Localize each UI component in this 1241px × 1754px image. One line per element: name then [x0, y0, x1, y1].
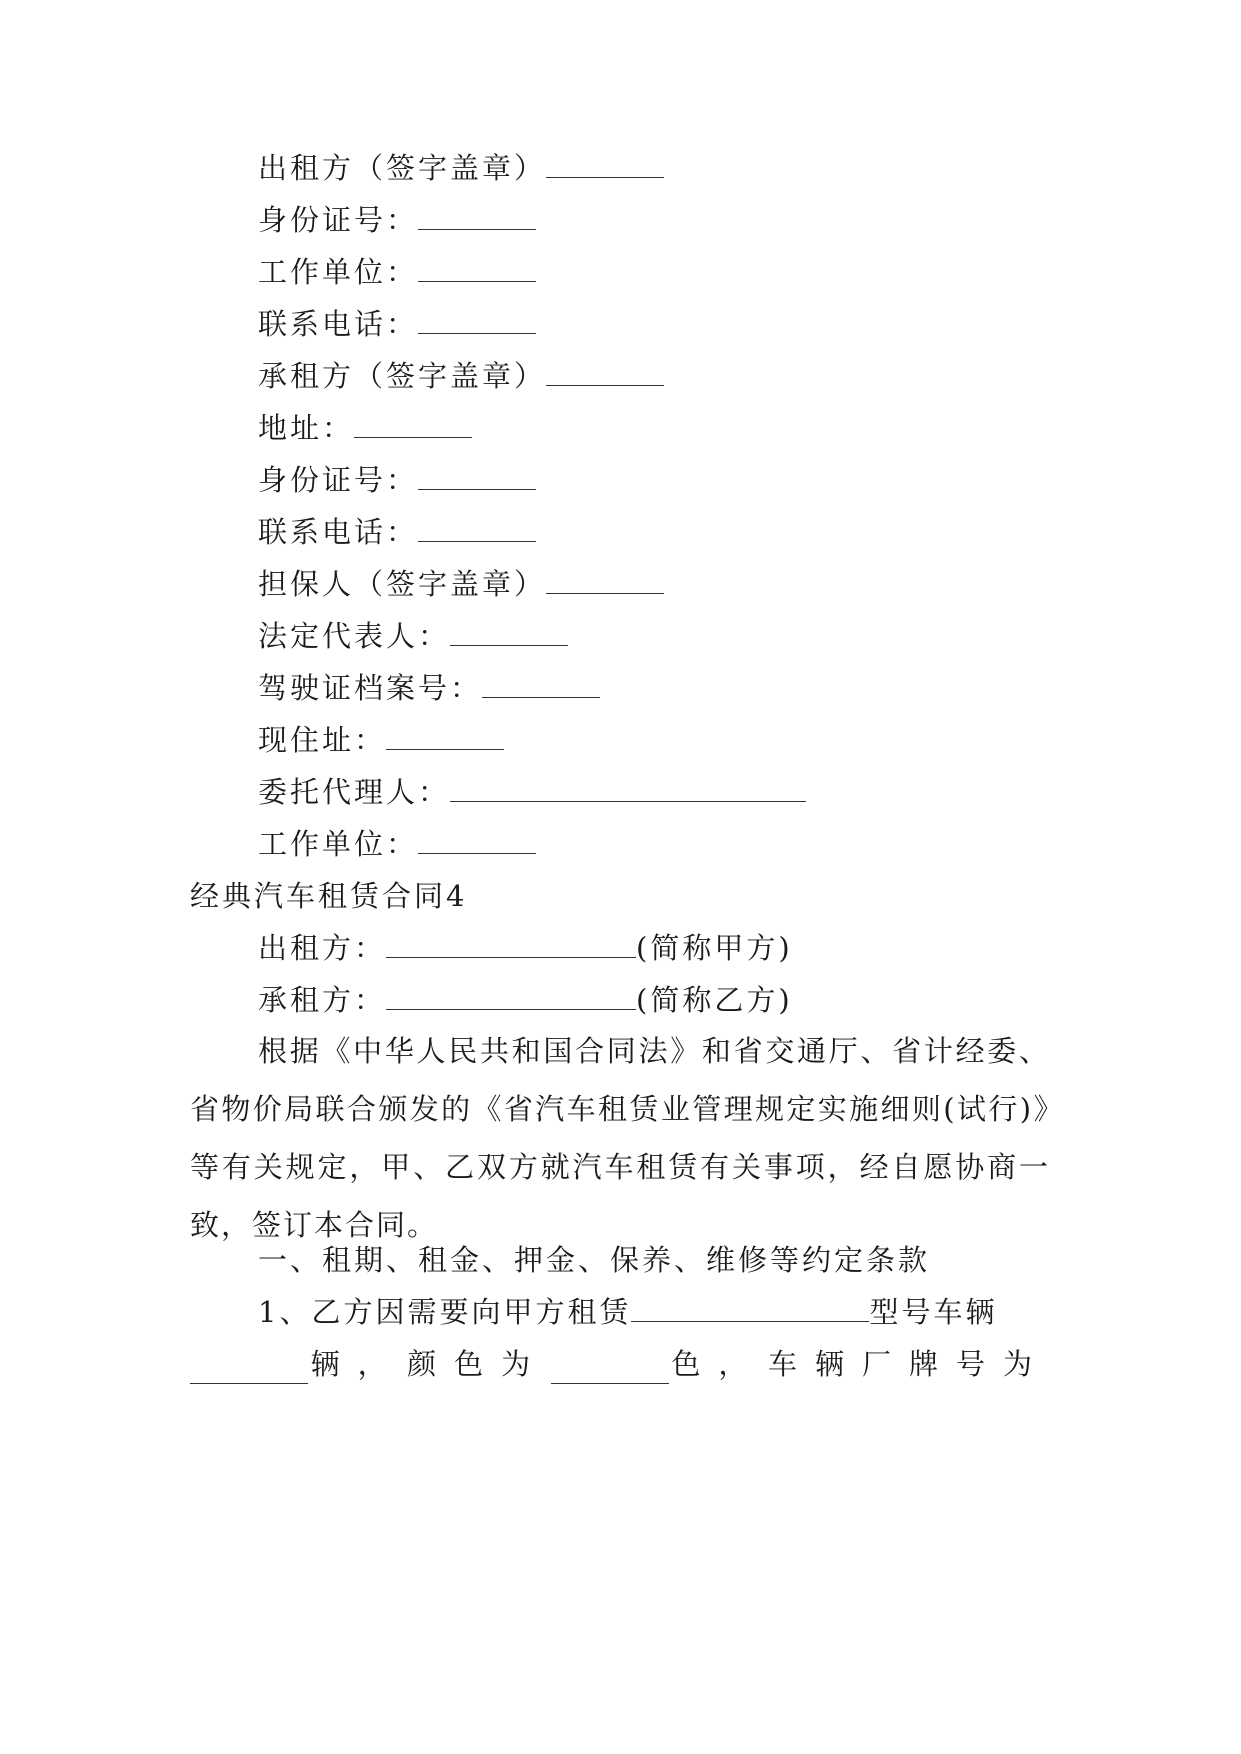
- lessee-addr-label: 地址：: [258, 411, 355, 445]
- guarantor-sign-blank[interactable]: [546, 569, 664, 594]
- party-a-label: 出租方：: [258, 931, 387, 965]
- clause-1-model-blank[interactable]: [631, 1297, 869, 1322]
- vehicle-unit-label: 辆，: [310, 1347, 405, 1381]
- party-b-blank[interactable]: [386, 985, 636, 1010]
- lessor-sign-line: [258, 148, 664, 188]
- license-no-line: [258, 668, 600, 708]
- legal-rep-blank[interactable]: [450, 621, 568, 646]
- agent-work-blank[interactable]: [418, 829, 536, 854]
- license-no-label: 驾驶证档案号：: [258, 671, 483, 705]
- current-addr-blank[interactable]: [386, 725, 504, 750]
- lessee-addr-line: [258, 408, 472, 448]
- color-blank[interactable]: [551, 1359, 669, 1384]
- guarantor-sign-label: 担保人（签字盖章）: [258, 567, 547, 601]
- legal-rep-label: 法定代表人：: [258, 619, 451, 653]
- intro-paragraph: 根据《中华人民共和国合同法》和省交通厅、省计经委、省物价局联合颁发的《省汽车租赁业管理规定实施细则(试行)》等有关规定，甲、乙双方就汽车租赁有关事项，经自愿协商一致，签订本合同。: [190, 1034, 1050, 1242]
- lessor-phone-blank[interactable]: [418, 309, 536, 334]
- clause-1-model-label: 型号车辆: [869, 1295, 998, 1329]
- lessee-id-blank[interactable]: [418, 465, 536, 490]
- contract-title: 经典汽车租赁合同4: [190, 879, 468, 913]
- party-b-label: 承租方：: [258, 983, 387, 1017]
- lessee-id-line: [258, 460, 536, 500]
- current-addr-line: [258, 720, 504, 760]
- clause-1-start: 1、乙方因需要向甲方租赁: [258, 1295, 632, 1329]
- party-a-suffix: (简称甲方): [636, 931, 793, 965]
- lessor-work-line: [258, 252, 536, 292]
- lessor-id-blank[interactable]: [418, 205, 536, 230]
- vehicle-count-blank[interactable]: [190, 1359, 308, 1384]
- lessee-phone-label: 联系电话：: [258, 515, 419, 549]
- plate-label: 车辆厂牌号为: [767, 1347, 1050, 1381]
- color-suffix: 色，: [671, 1347, 766, 1381]
- lessee-addr-blank[interactable]: [354, 413, 472, 438]
- agent-label: 委托代理人：: [258, 775, 451, 809]
- color-label: 颜色为: [407, 1347, 549, 1381]
- party-a-line: [258, 928, 793, 968]
- lessee-sign-line: [258, 356, 664, 396]
- agent-work-line: [258, 824, 536, 864]
- agent-line: [258, 772, 806, 812]
- agent-blank[interactable]: [450, 777, 806, 802]
- current-addr-label: 现住址：: [258, 723, 387, 757]
- license-no-blank[interactable]: [482, 673, 600, 698]
- clause-1-line1: [258, 1292, 997, 1332]
- agent-work-label: 工作单位：: [258, 827, 419, 861]
- guarantor-sign-line: [258, 564, 664, 604]
- lessor-id-line: [258, 200, 536, 240]
- lessee-sign-label: 承租方（签字盖章）: [258, 359, 547, 393]
- section-one-heading: 一、租期、租金、押金、保养、维修等约定条款: [258, 1243, 931, 1277]
- lessor-work-label: 工作单位：: [258, 255, 419, 289]
- lessee-id-label: 身份证号：: [258, 463, 419, 497]
- lessor-sign-blank[interactable]: [546, 153, 664, 178]
- lessor-sign-label: 出租方（签字盖章）: [258, 151, 547, 185]
- lessor-work-blank[interactable]: [418, 257, 536, 282]
- lessor-phone-label: 联系电话：: [258, 307, 419, 341]
- lessee-sign-blank[interactable]: [546, 361, 664, 386]
- party-b-line: [258, 980, 793, 1020]
- lessee-phone-blank[interactable]: [418, 517, 536, 542]
- party-b-suffix: (简称乙方): [636, 983, 793, 1017]
- clause-1-line2: [190, 1344, 1050, 1384]
- party-a-blank[interactable]: [386, 933, 636, 958]
- lessor-id-label: 身份证号：: [258, 203, 419, 237]
- lessor-phone-line: [258, 304, 536, 344]
- legal-rep-line: [258, 616, 568, 656]
- lessee-phone-line: [258, 512, 536, 552]
